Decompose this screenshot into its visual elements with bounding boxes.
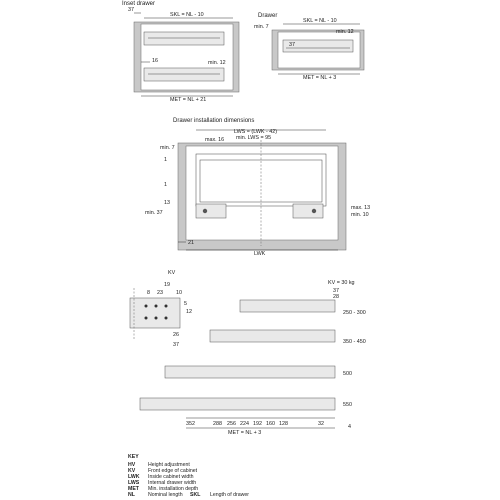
len-met: MET = NL + 3 (228, 430, 262, 436)
len-bottom-dim: 192 (253, 421, 262, 427)
len-bottom-dim: 288 (213, 421, 222, 427)
side-hole (155, 317, 158, 320)
key-text: Front edge of cabinet (148, 468, 198, 474)
side-hole (145, 305, 148, 308)
inst-dim-max16: max. 16 (205, 137, 225, 143)
len-bottom-dim: 128 (279, 421, 288, 427)
key-text: Height adjustment (148, 462, 190, 468)
inst-dim-13: 13 (164, 200, 170, 206)
drawer-view (254, 13, 364, 81)
key-text: Length of drawer (210, 492, 249, 498)
side-dim-19: 19 (164, 282, 170, 288)
inset-upper-drawer (144, 32, 224, 45)
inst-right-runner (293, 204, 323, 218)
drawer-dim-min7: min. 7 (254, 24, 269, 30)
len-dim-4: 4 (348, 424, 351, 430)
key-abbr: MET (128, 486, 139, 492)
len-runner-1 (240, 300, 335, 312)
inst-dim-min10: min. 10 (351, 212, 369, 218)
inst-dim-max13: max. 13 (351, 205, 371, 211)
key-abbr: LWK (128, 474, 140, 480)
drawer-dim-skl: SKL = NL - 10 (303, 18, 337, 24)
side-dim-8: 8 (147, 290, 150, 296)
key-abbr: NL (128, 492, 135, 498)
side-hole (145, 317, 148, 320)
side-dim-23: 23 (157, 290, 163, 296)
key-title: KEY (128, 454, 139, 460)
side-hole (165, 317, 168, 320)
key-text: Internal drawer width (148, 480, 197, 486)
key-abbr: HV (128, 462, 136, 468)
side-dim-12: 12 (186, 309, 192, 315)
inst-dim-min37: min. 37 (145, 210, 163, 216)
inset-lower-drawer (144, 68, 224, 81)
key-text: Min. installation depth (148, 486, 199, 492)
side-detail-view (130, 270, 192, 348)
installation-title: Drawer installation dimensions (173, 118, 255, 124)
side-dim-10: 10 (176, 290, 182, 296)
inst-left-runner (196, 204, 226, 218)
drawer-dim-37: 37 (289, 42, 295, 48)
inst-right-clip (312, 209, 316, 213)
inst-dim-1a: 1 (164, 157, 167, 163)
side-hole (155, 305, 158, 308)
inst-dim-min7: min. 7 (160, 145, 175, 151)
side-dim-37: 37 (173, 342, 179, 348)
key-text: Nominal length (148, 492, 183, 498)
drawer-dim-min12: min. 12 (336, 29, 354, 35)
inst-dim-lws-min: min. LWS = 95 (236, 135, 272, 141)
len-dim-37: 37 (333, 288, 339, 294)
key-abbr: KV (128, 468, 136, 474)
len-bottom-dim: 224 (240, 421, 249, 427)
side-hole (165, 305, 168, 308)
drawer-dim-met: MET = NL + 3 (303, 75, 337, 81)
len-size-2: 350 - 450 (343, 339, 366, 345)
inst-dim-lwk: LWK (254, 251, 266, 257)
drawer-title: Drawer (258, 13, 278, 19)
inset-drawer-title: Inset drawer (122, 1, 156, 7)
key-abbr: LWS (128, 480, 140, 486)
side-dim-26: 26 (173, 332, 179, 338)
len-size-4: 550 (343, 402, 352, 408)
inst-dim-1b: 1 (164, 182, 167, 188)
len-bottom-dim: 352 (186, 421, 195, 427)
len-runner-2 (210, 330, 335, 342)
key-legend (128, 454, 249, 498)
len-bottom-dim: 32 (318, 421, 324, 427)
inset-dim-met: MET = NL + 21 (170, 97, 207, 103)
inst-dim-lws: LWS = (LWK - 42) (234, 129, 278, 135)
inst-left-clip (203, 209, 207, 213)
side-profile (130, 298, 180, 328)
len-dim-28: 28 (333, 294, 339, 300)
key-abbr: SKL (190, 492, 201, 498)
installation-view (145, 118, 370, 257)
len-runner-3 (165, 366, 335, 378)
inset-dim-skl: SKL = NL - 10 (170, 12, 204, 18)
len-bottom-dim: 160 (266, 421, 275, 427)
inst-dim-21: 21 (188, 240, 194, 246)
side-dim-5: 5 (184, 301, 187, 307)
len-kv-load: KV = 30 kg (328, 280, 355, 286)
inset-dim-min12: min. 12 (208, 60, 226, 66)
len-size-1: 250 - 300 (343, 310, 366, 316)
key-text: Inside cabinet width (148, 474, 194, 480)
len-runner-4 (140, 398, 335, 410)
len-size-3: 500 (343, 371, 352, 377)
inset-dim-37: 37 (128, 7, 134, 13)
inset-drawer-view (122, 1, 239, 103)
inset-dim-16: 16 (152, 58, 158, 64)
len-bottom-dim: 256 (227, 421, 236, 427)
side-dim-kv: KV (168, 270, 176, 276)
